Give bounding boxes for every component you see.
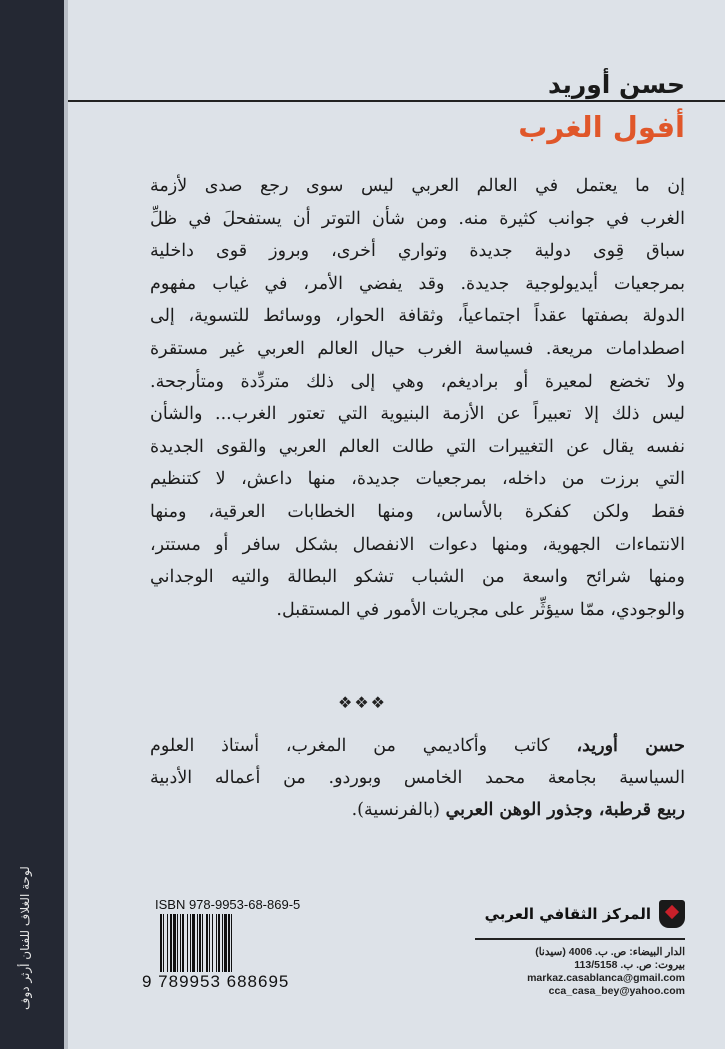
author-name: حسن أوريد (548, 70, 685, 99)
blurb-line: ولا تخضع لمعيرة أو براديغم، وهي إلى ذلك متردِّدة ومتأرجحة. (150, 371, 685, 392)
publisher-logo-icon (659, 900, 685, 928)
publisher-name: المركز الثقافي العربي (484, 905, 651, 923)
bio-works: ربيع قرطبة، وجذور الوهن العربي (445, 800, 685, 820)
barcode-bar (232, 914, 234, 978)
publisher-block (475, 900, 685, 998)
blurb-line: بمرجعيات أيديولوجية جديدة. وقد يفضي الأمر، في غياب مفهوم (150, 273, 685, 294)
address-casablanca: الدار البيضاء: ص. ب. 4006 (سيدنا) (535, 946, 685, 958)
isbn-label: ISBN 978-9953-68-869-5 (155, 897, 301, 912)
author-bio (150, 730, 685, 826)
blurb-line: والوجودي، ممّا سيؤثِّر على مجريات الأمور في المستقبل. (276, 599, 685, 620)
header-divider (68, 100, 725, 102)
blurb-line: سباق قِوى دولية جديدة وتواري أخرى، وبروز قوى داخلية (150, 241, 685, 262)
cover-art-credit: لوحة الغلاف للفنان أرثر دوف (18, 866, 32, 1010)
blurb-text (150, 170, 685, 626)
bio-text: السياسية بجامعة محمد الخامس وبوردو. من أعماله الأدبية (150, 768, 685, 788)
bio-text: كاتب وأكاديمي من المغرب، أستاذ العلوم (150, 736, 577, 756)
address-beirut: بيروت: ص. ب. 113/5158 (574, 959, 685, 971)
blurb-line: ليس ذلك إلا تعبيراً عن الأزمة البنيوية التي تعتور الغرب... والشأن (150, 404, 685, 425)
blurb-line: نفسه يقال عن التغييرات التي طالت العالم العربي والقوى الجديدة (150, 436, 685, 457)
publisher-divider (475, 938, 685, 940)
barcode (160, 914, 290, 978)
email-link[interactable]: markaz.casablanca@gmail.com (527, 972, 685, 984)
section-separator: ❖❖❖ (337, 693, 388, 712)
blurb-line: ومنها شرائح واسعة من الشباب تشكو البطالة والتيه الوجداني (150, 567, 685, 588)
book-spine (0, 0, 64, 1049)
blurb-line: إن ما يعتمل في العالم العربي ليس سوى رجع صدى لأزمة (150, 176, 685, 196)
blurb-line: الغرب في جوانب كثيرة منه. ومن شأن التوتر أن يستفحلَ في ظلِّ (150, 208, 685, 229)
blurb-line: فقط ولكن كفكرة بالأساس، ومنها الخطابات العرقية، ومنها (150, 501, 685, 522)
bio-text: (بالفرنسية). (351, 800, 446, 820)
bio-author-name: حسن أوريد، (576, 736, 686, 756)
blurb-line: التي برزت من داخله، بمرجعيات جديدة، منها داعش، لا كتنظيم (150, 469, 685, 490)
email-link[interactable]: cca_casa_bey@yahoo.com (548, 985, 685, 997)
spine-edge (64, 0, 68, 1049)
blurb-line: اصطدامات مريعة. فسياسة الغرب حيال العالم العربي غير مستقرة (150, 338, 685, 359)
blurb-line: الانتماءات الجهوية، ومنها دعوات الانفصال بشكل سافر أو مستتر، (150, 534, 685, 555)
blurb-line: الدولة بصفتها عقداً اجتماعياً، وثقافة الحوار، ووسائط للتسوية، إلى (150, 306, 685, 327)
book-title: أفول الغرب (518, 110, 685, 144)
barcode-number: 9 789953 688695 (142, 972, 290, 991)
